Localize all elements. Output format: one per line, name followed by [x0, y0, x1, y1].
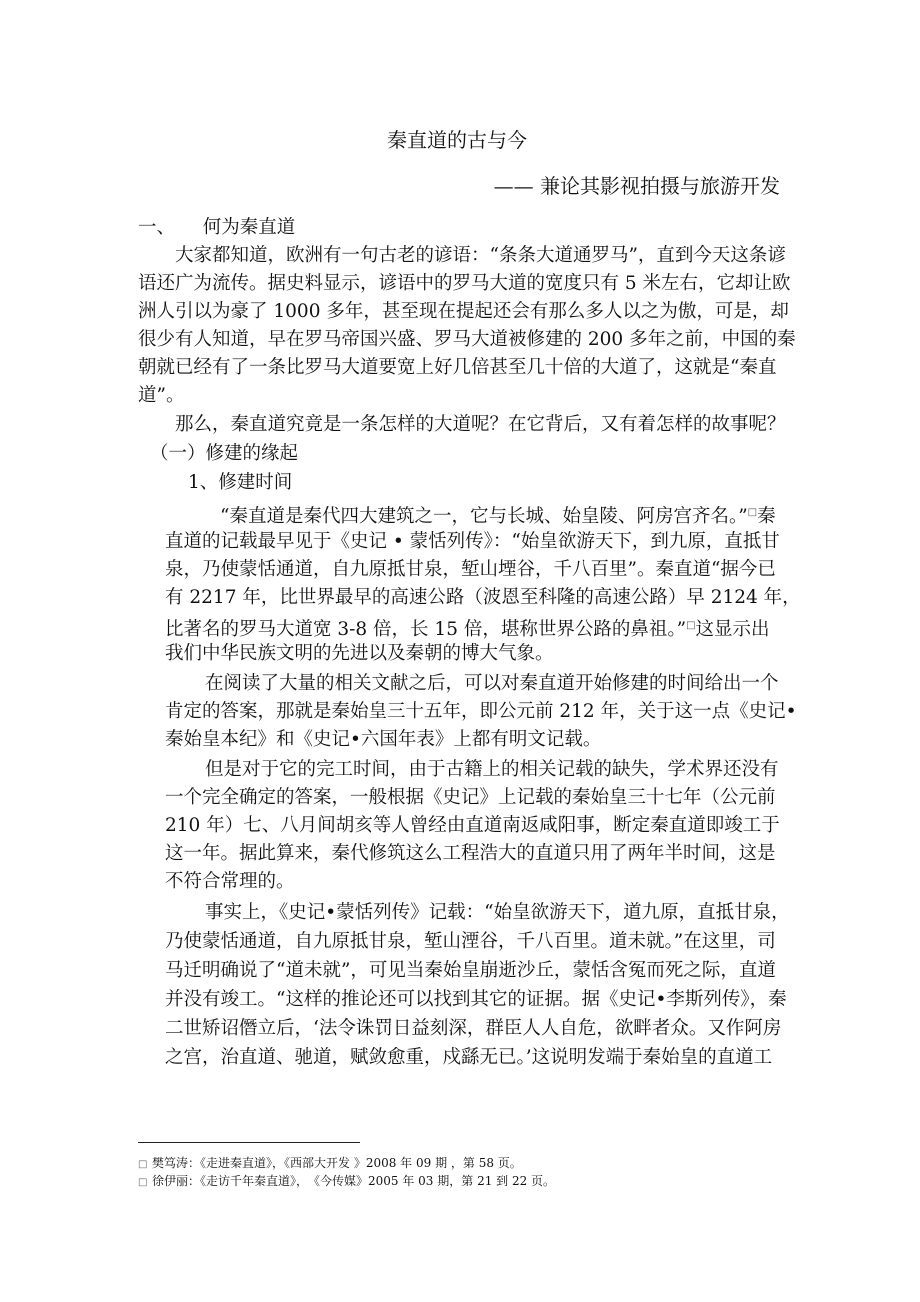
paragraph-line: 一个完全确定的答案，一般根据《史记》上记载的秦始皇三十七年（公元前	[165, 787, 776, 808]
paragraph-line: 泉，乃使蒙恬通道，自九原抵甘泉，堑山堙谷，千八百里”。秦直道“据今已	[165, 559, 776, 580]
document-title: 秦直道的古与今	[387, 128, 527, 152]
paragraph-line: 事实上，《史记•蒙恬列传》记载：“始皇欲游天下，道九原，直抵甘泉，	[205, 902, 790, 923]
paragraph-line: 很少有人知道，早在罗马帝国兴盛、罗马大道被修建的 200 多年之前，中国的秦	[138, 329, 796, 350]
footnote-divider	[138, 1142, 360, 1143]
paragraph-line: 语还广为流传。据史料显示，谚语中的罗马大道的宽度只有 5 米左右，它却让欧	[138, 273, 791, 294]
paragraph-line: 我们中华民族文明的先进以及秦朝的博大气象。	[165, 643, 554, 664]
paragraph-line	[220, 499, 776, 531]
paragraph-line: 马迁明确说了“道未就”，可见当秦始皇崩逝沙丘，蒙恬含冤而死之际，直道	[165, 960, 776, 981]
paragraph-line: 有 2217 年，比世界最早的高速公路（波恩至科隆的高速公路）早 2124 年，	[165, 587, 801, 608]
footnote-marker: □	[747, 507, 758, 518]
paragraph-line: 大家都知道，欧洲有一句古老的谚语：“条条大道通罗马”，直到今天这条谚	[175, 245, 786, 266]
quote-text: “秦直道是秦代四大建筑之一，它与长城、始皇陵、阿房宫齐名。”	[220, 506, 748, 528]
subsection-heading: （一）修建的缘起	[150, 443, 299, 464]
paragraph-line: 那么，秦直道究竟是一条怎样的大道呢？在它背后，又有着怎样的故事呢？	[175, 414, 786, 435]
paragraph-line: 二世矫诏僭立后，‘法令诛罚日益刻深，群臣人人自危，欲畔者众。又作阿房	[165, 1018, 782, 1039]
paragraph-line: 210 年）七、八月间胡亥等人曾经由直道南返咸阳事，断定秦直道即竣工于	[165, 815, 780, 836]
subsubsection-heading: 1、修建时间	[188, 472, 293, 493]
paragraph-line: 这一年。据此算来，秦代修筑这么工程浩大的直道只用了两年半时间，这是	[165, 843, 776, 864]
footnote-marker: □	[686, 620, 696, 631]
paragraph-line: 不符合常理的。	[165, 871, 295, 892]
quote-text: 比著名的罗马大道宽 3-8 倍，长 15 倍，堪称世界公路的鼻祖。”	[165, 619, 687, 641]
section-heading: 一、 何为秦直道	[138, 217, 296, 238]
footnote	[138, 1173, 555, 1191]
footnote	[138, 1155, 522, 1173]
footnote-marker: □	[138, 1159, 148, 1170]
paragraph-line: 在阅读了大量的相关文献之后，可以对秦直道开始修建的时间给出一个	[205, 673, 779, 694]
footnote-text: 徐伊丽：《走访千年秦直道》， 《今传媒》2005 年 03 期，第 21 到 22 页。	[152, 1174, 556, 1188]
paragraph-line: 洲人引以为豪了 1000 多年，甚至现在提起还会有那么多人以之为傲，可是，却	[138, 301, 789, 322]
quote-tail: 这显示出	[695, 619, 770, 641]
document-subtitle: —— 兼论其影视拍摄与旅游开发	[493, 174, 780, 198]
paragraph-line: 乃使蒙恬通道，自九原抵甘泉，堑山湮谷，千八百里。道未就。”在这里，司	[165, 931, 776, 952]
paragraph-line: 但是对于它的完工时间，由于古籍上的相关记载的缺失，学术界还没有	[205, 759, 779, 780]
paragraph-line: 肯定的答案，那就是秦始皇三十五年，即公元前 212 年，关于这一点《史记•	[165, 701, 797, 722]
footnote-text: 樊笃涛：《走进秦直道》，《西部大开发 》2008 年 09 期 ，第 58 页。	[152, 1156, 522, 1170]
footnote-marker: □	[138, 1177, 148, 1188]
paragraph-line: 朝就已经有了一条比罗马大道要宽上好几倍甚至几十倍的大道了，这就是“秦直	[138, 357, 777, 378]
paragraph-line: 之宫，治直道、驰道，赋敛愈重，戍繇无已。’这说明发端于秦始皇的直道工	[165, 1047, 773, 1068]
paragraph-line: 并没有竣工。“这样的推论还可以找到其它的证据。据《史记•李斯列传》，秦	[165, 989, 787, 1010]
paragraph-line: 直道的记载最早见于《史记 • 蒙恬列传》：“始皇欲游天下，到九原，直抵甘	[165, 531, 780, 552]
paragraph-line: 道”。	[138, 385, 185, 406]
paragraph-line: 秦始皇本纪》和《史记•六国年表》上都有明文记载。	[165, 729, 602, 750]
quote-tail: 秦	[757, 506, 776, 528]
